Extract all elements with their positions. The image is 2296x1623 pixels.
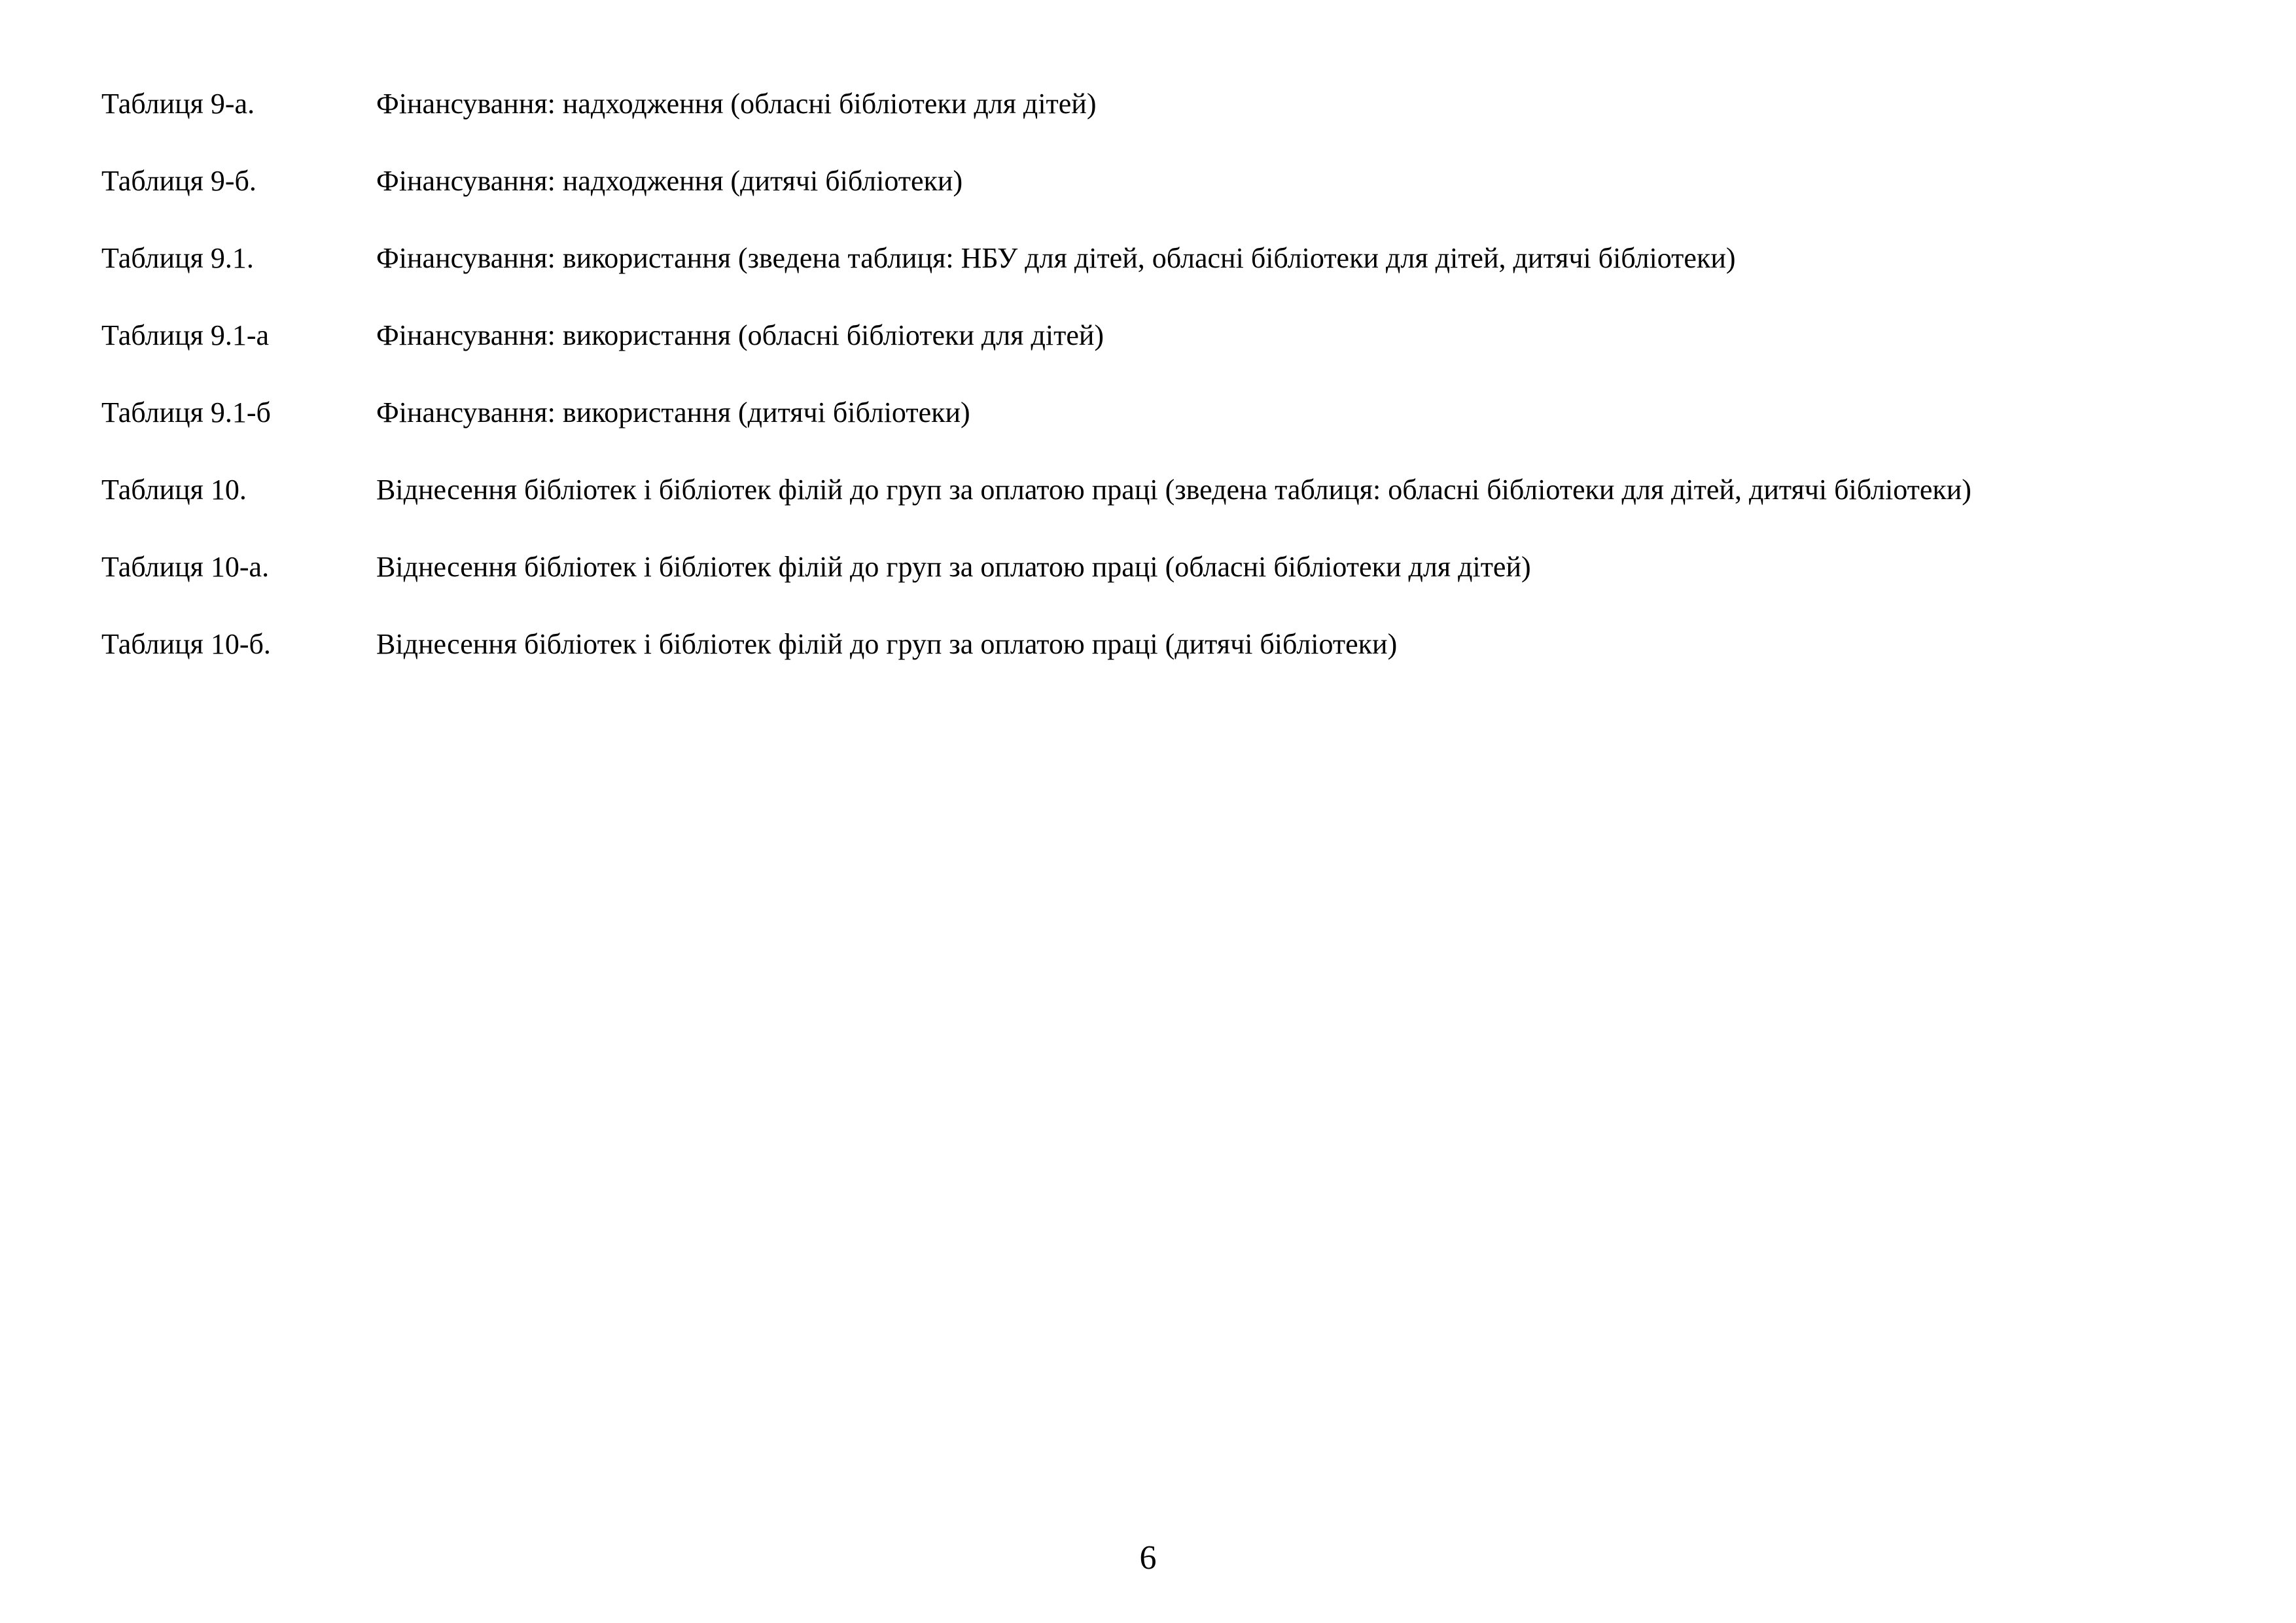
table-label: Таблиця 10-а. [101,551,270,583]
table-description: Віднесення бібліотек і бібліотек філій до груп за оплатою праці (обласні бібліотеки для дітей) [376,551,1531,583]
table-description: Фінансування: використання (дитячі бібліотеки) [376,396,970,428]
table-label: Таблиця 9.1-б [101,396,271,428]
table-description: Віднесення бібліотек і бібліотек філій до груп за оплатою праці (зведена таблиця: обласні бібліотеки для дітей, дитячі бібліотеки) [376,474,1971,506]
page-number: 6 [1139,1539,1157,1577]
table-description: Фінансування: використання (обласні бібліотеки для дітей) [376,319,1104,351]
table-label: Таблиця 10. [101,474,247,506]
table-label: Таблиця 9-а. [101,88,255,120]
table-label: Таблиця 9-б. [101,165,256,197]
table-description: Фінансування: використання (зведена таблиця: НБУ для дітей, обласні бібліотеки для дітей, дитячі бібліотеки) [376,242,1736,274]
table-label: Таблиця 9.1-а [101,319,270,351]
table-description: Фінансування: надходження (обласні бібліотеки для дітей) [376,88,1097,120]
table-description: Фінансування: надходження (дитячі бібліотеки) [376,165,963,197]
table-label: Таблиця 9.1. [101,242,254,274]
table-description: Віднесення бібліотек і бібліотек філій до груп за оплатою праці (дитячі бібліотеки) [376,628,1398,660]
table-label: Таблиця 10-б. [101,628,271,660]
